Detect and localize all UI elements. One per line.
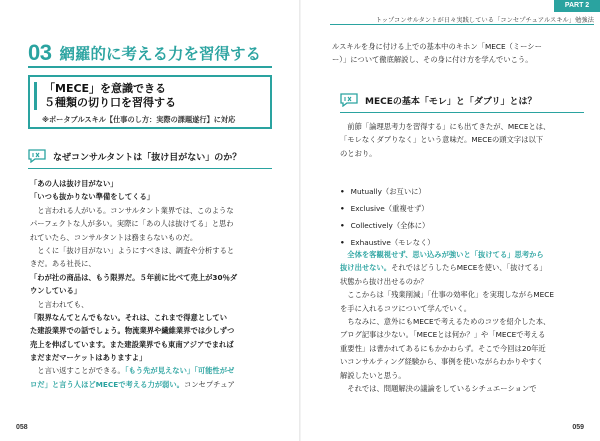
bullet-item (340, 217, 435, 234)
right-para1-line (340, 147, 550, 160)
right-intro-line (332, 53, 542, 66)
summary-box (28, 75, 272, 129)
right-para2-text-segment: を手に入れるコツについて学んでいく。 (340, 303, 472, 313)
right-para2-text-segment: それではどうしたらMECEを使い、「抜けてる」 (391, 263, 547, 273)
left-body-line (30, 244, 237, 257)
summary-line-2: ５種類の切り口を習得する (44, 96, 176, 109)
chapter-number: 03 (28, 40, 52, 65)
header-rule (330, 24, 594, 25)
left-body-text-segment: れていたら、コンサルタントは務まらないものだ。 (30, 232, 198, 242)
right-section-underline (340, 112, 584, 113)
right-intro-text (332, 40, 542, 67)
right-para2-text-segment: 重要性」は書かれてあるにもかかわらず。そこで今回は20年近 (340, 343, 546, 353)
left-body-text-segment: 売上を伸ばしています。また建設業界でも東南アジアでまれば (30, 339, 234, 349)
right-para1-text-segment: 「モレなくダブりなく」という意味だ。MECEの頭文字は以下 (340, 135, 544, 145)
left-body-text-segment: 「いつも抜かりない準備をしてくる」 (30, 192, 155, 202)
left-body-text (30, 177, 237, 391)
right-para1-line (340, 120, 550, 133)
left-body-line (30, 311, 237, 324)
page-number-left: 058 (16, 424, 28, 431)
right-para2-line (340, 248, 554, 261)
left-section-title: なぜコンサルタントは「抜け目がない」のか？ (53, 152, 242, 163)
left-body-line (30, 204, 237, 217)
right-para2-line (340, 315, 554, 328)
right-para2-text-segment: 状態から抜け出せるのか？ (340, 276, 428, 286)
bullet-text: Exhaustive（モレなく） (350, 238, 435, 247)
right-para2-line (340, 382, 554, 395)
left-body-text-segment: まだまだマーケットはありますよ」 (30, 353, 147, 363)
right-para2-text-segment: いコンサルティング経験から、事例を使いながらわかりやすく (340, 357, 544, 367)
left-body-text-segment: 「わが社の商品は、もう限界だ。５年前に比べて売上が30％ダ (30, 272, 238, 282)
right-para2-line (340, 288, 554, 301)
left-body-line (30, 351, 237, 364)
right-para2-text-segment: ここからは「残業削減」「仕事の効率化」を実現しながらMECE (340, 290, 554, 300)
right-para2-line (340, 355, 554, 368)
right-para2-text-segment: それでは、問題解決の議論をしているシチュエーションで (340, 383, 537, 393)
summary-line-1: 「MECE」を意識できる (44, 82, 167, 95)
right-para2-text-segment: 抜け出せない。 (340, 263, 392, 273)
right-intro-text-segment: ー）」について徹底解説し、その身に付け方を学んでいこう。 (332, 55, 533, 65)
bullet-dot-icon: • (340, 221, 345, 230)
left-body-line (30, 364, 237, 377)
left-body-text-segment: パーフェクトな人が多い。実際に「あの人は抜けてる」と思わ (30, 219, 234, 229)
right-para2-text-segment: 解説したいと思う。 (340, 370, 406, 380)
left-body-text-segment: と言い返すことができる。 (30, 366, 125, 376)
right-para1-text-segment: のとおり。 (340, 148, 377, 158)
left-body-text-segment: きだ。ある社長に、 (30, 259, 96, 269)
right-section-heading (340, 93, 537, 107)
left-body-line (30, 298, 237, 311)
right-para2-line (340, 369, 554, 382)
right-para2-text-segment: 全体を客観視せず、思い込みが強いと「抜けてる」思考から (340, 250, 544, 259)
left-body-text-segment: と言われる人がいる。コンサルタント業界では、このような (30, 205, 234, 215)
right-para2-line (340, 342, 554, 355)
right-para2-text-segment: ちなみに、意外にもMECEで考えるためのコツを紹介した本、 (340, 316, 551, 326)
left-body-line (30, 324, 237, 337)
left-body-line (30, 231, 237, 244)
right-paragraph-2 (340, 248, 554, 395)
left-body-line (30, 284, 237, 297)
bullet-text: Mutually（お互いに） (350, 187, 426, 196)
left-section-underline (28, 168, 272, 169)
bullet-item (340, 200, 435, 217)
right-para1-line (340, 133, 550, 146)
bullet-dot-icon: • (340, 204, 345, 213)
summary-note: ※ポータブルスキル【仕事のし方：実際の課題遂行】に対応 (42, 115, 236, 124)
left-body-text-segment: コンセプチュア (183, 379, 235, 389)
chapter-title: 網羅的に考える力を習得する (59, 45, 261, 63)
right-para2-line (340, 275, 554, 288)
left-body-line (30, 190, 237, 203)
summary-accent-bar (34, 82, 37, 110)
bullet-text: Exclusive（重複せず） (350, 204, 429, 213)
speech-bubble-icon (28, 149, 46, 163)
left-body-line (30, 217, 237, 230)
left-body-line (30, 257, 237, 270)
left-body-line (30, 271, 237, 284)
right-para2-line (340, 302, 554, 315)
left-body-text-segment: とくに「抜け目がない」ようにすべきは、調査や分析すると (30, 245, 235, 255)
right-para2-line (340, 261, 554, 274)
bullet-text: Collectively（全体に） (350, 221, 430, 230)
running-head: トップコンサルタントが日々実践している「コンセプチュアルスキル」勉強法 (375, 17, 594, 24)
speech-bubble-icon (340, 93, 358, 107)
left-body-text-segment: た建設業界での話でしょう。物流業界や繊維業界では少しずつ (30, 326, 235, 336)
chapter-heading (28, 40, 261, 66)
page-gutter (299, 0, 301, 441)
left-body-text-segment: ロだ」と言う人ほどMECEで考える力が弱い。 (30, 379, 184, 389)
right-intro-text-segment: ルスキルを身に付ける上での基本中のキホン「MECE（ミーシー (332, 42, 542, 51)
left-section-heading (28, 149, 241, 163)
bullet-dot-icon: • (340, 238, 345, 247)
left-body-line (30, 177, 237, 190)
left-body-text-segment: と言われても、 (30, 299, 89, 309)
mece-bullet-list (340, 183, 435, 251)
right-paragraph-1 (340, 120, 550, 160)
right-intro-line (332, 40, 542, 53)
right-para2-line (340, 328, 554, 341)
left-body-text-segment: 「もう先が見えない」「可能性がゼ (124, 366, 235, 376)
right-para2-text-segment: ブログ記事は少ない。「MECEとは何か？」や「MECEで考える (340, 330, 546, 340)
right-para1-text-segment: 前節「論理思考力を習得する」にも出てきたが、MECEとは、 (340, 122, 551, 131)
bullet-item (340, 183, 435, 200)
left-body-line (30, 378, 237, 391)
part-tab: PART 2 (554, 0, 600, 12)
right-section-title: MECEの基本「モレ」と「ダブリ」とは？ (365, 96, 537, 107)
left-body-line (30, 338, 237, 351)
left-body-text-segment: ウンしている」 (30, 286, 82, 296)
chapter-rule (28, 66, 272, 68)
bullet-dot-icon: • (340, 187, 345, 196)
left-body-text-segment: 「あの人は抜け目がない」 (30, 179, 118, 188)
left-body-text-segment: 「限界なんてとんでもない。それは、これまで得意としてい (30, 312, 228, 322)
page-number-right: 059 (572, 424, 584, 431)
